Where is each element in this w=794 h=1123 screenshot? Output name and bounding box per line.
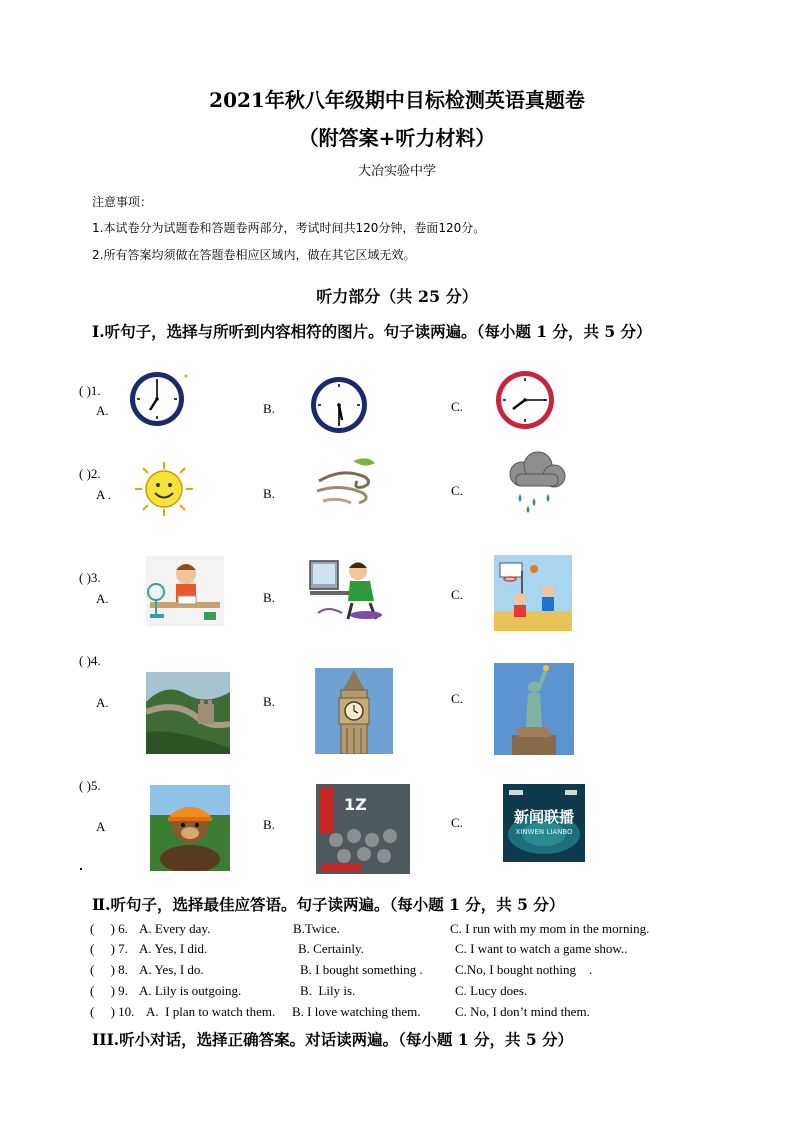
clock-six-thirty-icon bbox=[305, 375, 373, 435]
clock-seven-icon bbox=[126, 370, 190, 428]
option-a-label: A. bbox=[96, 403, 109, 418]
news-logo-pinyin: XINWEN LIANBO bbox=[515, 828, 573, 836]
wind-icon bbox=[313, 453, 379, 511]
option-a-label: A. bbox=[96, 591, 109, 606]
listening-heading: 听力部分（共 25 分） bbox=[316, 287, 478, 306]
option-c: C. No, I don’t mind them. bbox=[455, 1004, 590, 1019]
rain-cloud-icon bbox=[502, 448, 570, 516]
stray-mark bbox=[80, 868, 82, 870]
question-number: ( ) 7. bbox=[90, 941, 128, 956]
poster-title: 1Z bbox=[344, 795, 367, 814]
question-number: ( ) 8. bbox=[90, 962, 128, 977]
question-number: ( )3. bbox=[79, 570, 101, 585]
section3-heading: III.听小对话，选择正确答案。对话读两遍。（每小题 1 分，共 5 分） bbox=[92, 1030, 574, 1049]
school-name: 大冶实验中学 bbox=[357, 164, 436, 179]
question-number: ( )5. bbox=[79, 778, 101, 793]
option-c-label: C. bbox=[451, 399, 463, 414]
option-c: C. I want to watch a game show.. bbox=[455, 941, 628, 956]
option-a-label: A. bbox=[96, 695, 109, 710]
page-subtitle: （附答案+听力材料） bbox=[298, 126, 496, 150]
option-b-label: B. bbox=[263, 401, 275, 416]
notes-heading: 注意事项： bbox=[92, 195, 153, 209]
option-b: B.Twice. bbox=[293, 921, 340, 936]
boy-computer-icon bbox=[308, 553, 386, 623]
option-c-label: C. bbox=[451, 691, 463, 706]
option-b: B. Certainly. bbox=[298, 941, 364, 956]
sun-icon bbox=[133, 460, 195, 518]
option-a-label: A bbox=[96, 819, 106, 834]
question-number: ( )2. bbox=[79, 466, 101, 481]
note-item-2: 2.所有答案均须做在答题卷相应区域内，做在其它区域无效。 bbox=[92, 248, 416, 262]
question-number: ( )1. bbox=[79, 383, 101, 398]
option-a: A. Yes, I do. bbox=[139, 962, 204, 977]
news-broadcast-logo-icon bbox=[503, 784, 585, 862]
option-a: A. Lily is outgoing. bbox=[139, 983, 242, 998]
option-a: A. Yes, I did. bbox=[139, 941, 208, 956]
war-movie-poster-icon bbox=[316, 784, 410, 874]
cartoon-bear-icon bbox=[150, 785, 230, 871]
option-c-label: C. bbox=[451, 587, 463, 602]
option-c: C.No, I bought nothing . bbox=[455, 962, 593, 977]
option-c: C. I run with my mom in the morning. bbox=[450, 921, 650, 936]
option-a: A. I plan to watch them. bbox=[146, 1004, 276, 1019]
option-a-label: A . bbox=[96, 487, 112, 502]
question-number: ( ) 9. bbox=[90, 983, 128, 998]
question-number: ( )4. bbox=[79, 653, 101, 668]
option-c-label: C. bbox=[451, 483, 463, 498]
big-ben-icon bbox=[315, 668, 393, 754]
great-wall-icon bbox=[146, 672, 230, 754]
news-logo-title: 新闻联播 bbox=[513, 808, 575, 826]
section2-heading: Ⅱ.听句子，选择最佳应答语。句子读两遍。（每小题 1 分，共 5 分） bbox=[92, 895, 565, 914]
clock-eight-fifteen-icon bbox=[494, 370, 558, 430]
statue-of-liberty-icon bbox=[494, 663, 574, 755]
option-c-label: C. bbox=[451, 815, 463, 830]
option-b: B. I love watching them. bbox=[292, 1004, 421, 1019]
boy-writing-icon bbox=[146, 556, 224, 626]
option-b-label: B. bbox=[263, 817, 275, 832]
option-b: B. I bought something . bbox=[300, 962, 423, 977]
kids-basketball-icon bbox=[494, 555, 572, 631]
note-item-1: 1.本试卷分为试题卷和答题卷两部分，考试时间共120分钟，卷面120分。 bbox=[92, 221, 486, 235]
option-c: C. Lucy does. bbox=[455, 983, 528, 998]
page-title: 2021年秋八年级期中目标检测英语真题卷 bbox=[209, 88, 585, 112]
section1-heading: Ⅰ.听句子，选择与所听到内容相符的图片。句子读两遍。（每小题 1 分，共 5 分） bbox=[92, 322, 652, 341]
option-b-label: B. bbox=[263, 694, 275, 709]
question-number: ( ) 10. bbox=[90, 1004, 135, 1019]
option-b-label: B. bbox=[263, 590, 275, 605]
option-b-label: B. bbox=[263, 486, 275, 501]
question-number: ( ) 6. bbox=[90, 921, 128, 936]
option-b: B. Lily is. bbox=[300, 983, 356, 998]
option-a: A. Every day. bbox=[139, 921, 211, 936]
